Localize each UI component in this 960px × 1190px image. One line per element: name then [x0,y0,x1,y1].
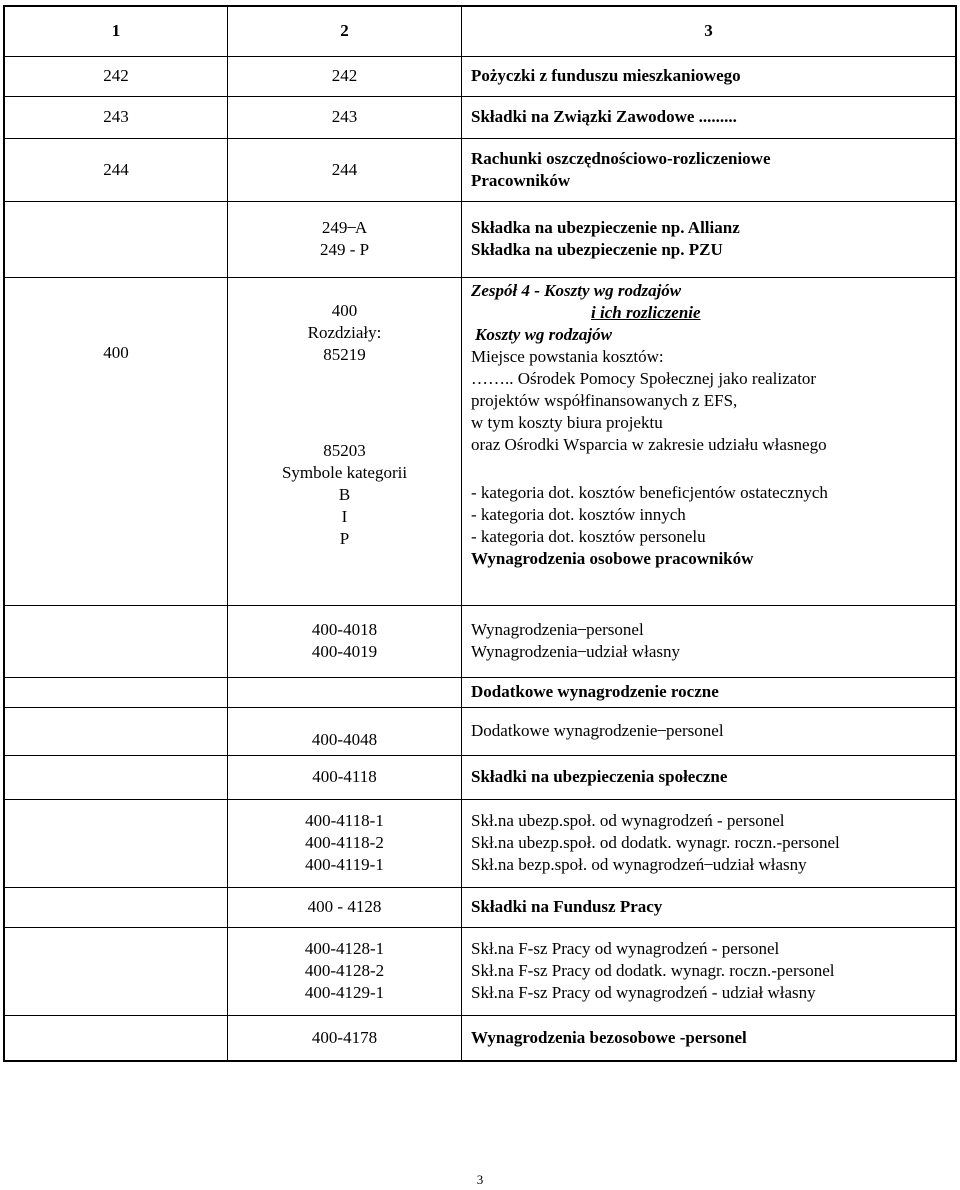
table-row [4,677,956,707]
sub-account: 400 - 4128 [228,887,462,927]
account-name-line: Skł.na ubezp.społ. od dodatk. wynagr. roczn.-personel [471,833,840,852]
table-row [4,1015,956,1061]
table-header-row [4,6,956,56]
table-row-group-400 [4,277,956,605]
account-name-line: Pracowników [471,170,571,190]
table-row [4,755,956,799]
sub-account [228,201,462,277]
sub-account-line: 400-4128-2 [304,961,385,980]
table-row [4,605,956,677]
description-line: …….. Ośrodek Pomocy Społecznej jako realizator [471,368,817,388]
account-number-empty [4,201,228,277]
sub-account: 243 [228,96,462,138]
category-line: - kategoria dot. kosztów personelu [471,526,706,546]
account-heading: Składki na ubezpieczenia społeczne [462,755,957,799]
account-name-line: Składka na ubezpieczenie np. Allianz [471,218,740,237]
page-number: 3 [476,1172,484,1187]
account-number-empty [4,755,228,799]
table-row [4,56,956,96]
account-name-line: Wynagrodzenia ̶ personel [471,620,644,639]
sub-account: 400-4118 [228,755,462,799]
table-row [4,927,956,1015]
account-number: 400 [4,277,228,605]
description-line: oraz Ośrodki Wsparcia w zakresie udziału własnego [471,434,827,454]
account-heading: Dodatkowe wynagrodzenie roczne [462,677,957,707]
account-name-line: Wynagrodzenia ̶ udział własny [471,642,681,661]
section-subtitle: Koszty wg rodzajów [475,324,612,344]
account-number: 244 [4,138,228,201]
table-row [4,799,956,887]
sub-account-line: 249 ̶ A [321,218,368,237]
account-name [462,799,957,887]
sub-account [228,605,462,677]
account-number-empty [4,707,228,755]
sub-account: 242 [228,56,462,96]
description-line: w tym koszty biura projektu [471,412,663,432]
account-number: 243 [4,96,228,138]
sub-account [228,277,462,605]
category-heading: Wynagrodzenia osobowe pracowników [471,548,754,568]
table-row [4,707,956,755]
account-name-line: Skł.na F-sz Pracy od dodatk. wynagr. roczn.-personel [471,961,835,980]
sub-account [228,799,462,887]
description-line: projektów współfinansowanych z EFS, [471,390,738,410]
sub-account-line: 400-4129-1 [304,983,385,1002]
sub-account-line: 400-4128-1 [304,939,385,958]
section-title-cont: i ich rozliczenie [591,302,701,322]
account-number-empty [4,1015,228,1061]
account-name: Pożyczki z funduszu mieszkaniowego [462,56,957,96]
table-row [4,201,956,277]
header-col-3: 3 [462,6,957,56]
sub-account-line: 400-4118-2 [305,833,384,852]
category-line: - kategoria dot. kosztów beneficjentów ostatecznych [471,482,828,502]
description-line: Miejsce powstania kosztów: [471,346,664,366]
account-name [462,138,957,201]
section-title: Zespół 4 - Koszty wg rodzajów [471,280,682,300]
sub-account-line: B [338,484,351,504]
sub-account-line: 400-4019 [311,642,378,661]
account-name [462,927,957,1015]
header-col-2: 2 [228,6,462,56]
account-number-empty [4,887,228,927]
account-heading: Wynagrodzenia bezosobowe -personel [462,1015,957,1061]
sub-account-line: Symbole kategorii [281,462,408,482]
account-number: 242 [4,56,228,96]
accounts-table [3,5,957,1062]
account-name-line: Skł.na F-sz Pracy od wynagrodzeń - udział własny [471,983,816,1002]
account-name-line: Rachunki oszczędnościowo-rozliczeniowe [471,148,771,168]
header-col-1: 1 [4,6,228,56]
table-row [4,138,956,201]
sub-account-line: 400-4118-1 [305,811,384,830]
account-name [462,605,957,677]
account-number-empty [4,605,228,677]
sub-account-line: P [339,528,350,548]
table-row [4,96,956,138]
account-name [462,201,957,277]
sub-account-line: 249 - P [319,240,370,259]
sub-account-line: 85219 [323,344,366,364]
sub-account [228,927,462,1015]
sub-account: 400-4178 [228,1015,462,1061]
account-number-empty [4,927,228,1015]
sub-account: 400-4048 [228,707,462,755]
account-name: Dodatkowe wynagrodzenie ̶ personel [462,707,957,755]
account-name: Składki na Związki Zawodowe ......... [462,96,957,138]
table-row [4,887,956,927]
account-name-line: Skł.na bezp.społ. od wynagrodzeń ̶ udział własny [471,855,807,874]
sub-account-line: 400-4119-1 [305,855,384,874]
sub-account-line: 400-4018 [311,620,378,639]
sub-account-empty [228,677,462,707]
account-name-line: Skł.na F-sz Pracy od wynagrodzeń - personel [471,939,780,958]
account-heading: Składki na Fundusz Pracy [462,887,957,927]
account-number-empty [4,799,228,887]
sub-account-line: Rozdziały: [307,322,382,342]
sub-account-line: 400 [331,300,358,320]
account-description [462,277,957,605]
account-number-empty [4,677,228,707]
sub-account: 244 [228,138,462,201]
sub-account-line: 85203 [323,440,366,460]
account-name-line: Skł.na ubezp.społ. od wynagrodzeń - personel [471,811,785,830]
account-name-line: Składka na ubezpieczenie np. PZU [471,240,723,259]
sub-account-line: I [341,506,348,526]
category-line: - kategoria dot. kosztów innych [471,504,686,524]
